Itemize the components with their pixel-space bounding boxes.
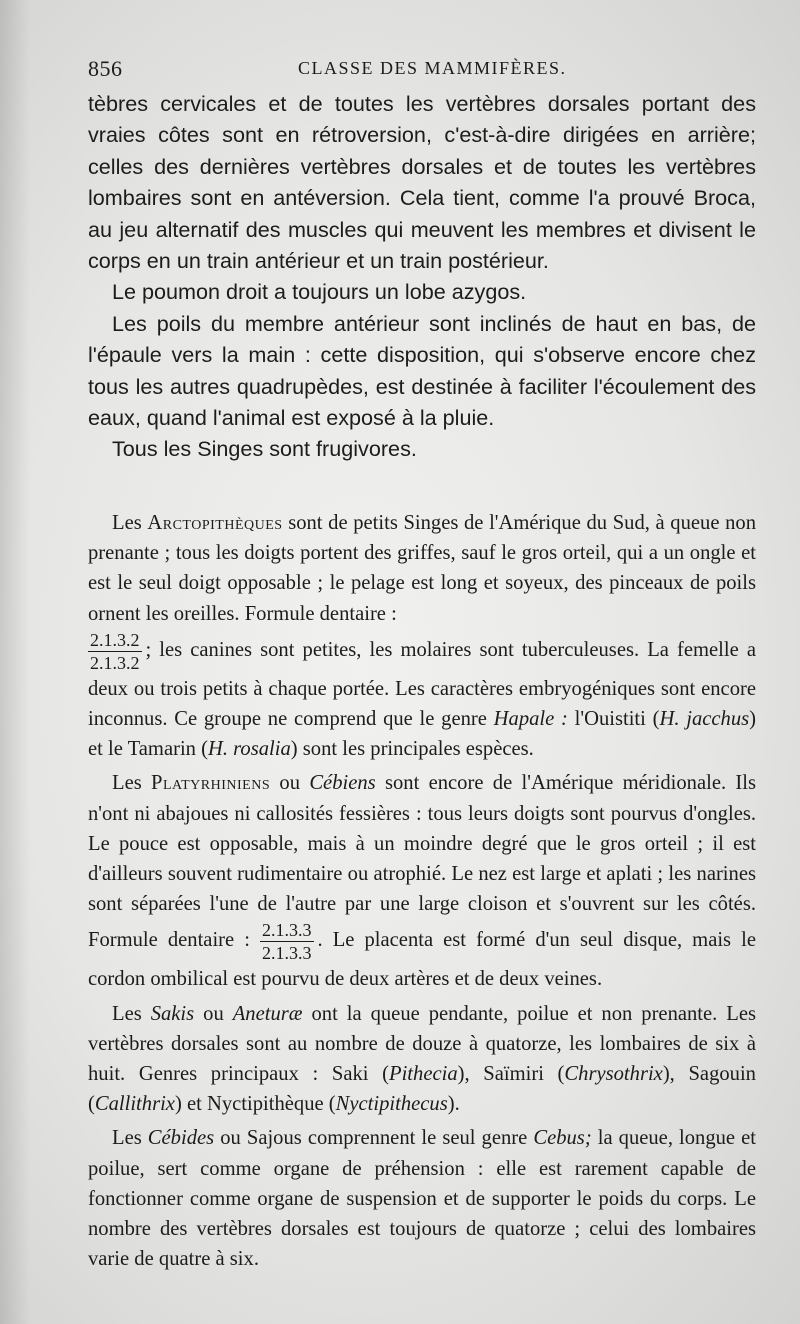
genus-hapale: Hapale : <box>493 708 568 731</box>
running-head: CLASSE DES MAMMIFÈRES. <box>298 58 567 78</box>
paragraph-platyrhiniens: Les Platyrhiniens ou Cébiens sont encore de l'Amérique méridionale. Ils n'ont ni abajoues ni callosités fessières : tous leurs doigts sont pourvus d'ongles. Le pouce est opposable, mais à un moindre degré que le gros orteil ; il est d'ailleurs souvent rudimentaire ou atrophié. Le nez est large et aplati ; les narines sont séparées l'une de l'autre par une large cloison et s'ouvrent sur les côtés. Formule dentaire : $\frac{2.1.3.3}{2.1.3.3}$ . Le placenta est formé d'un seul disque, mais le cordon ombilical est pourvu de deux artères et de deux veines. <box>88 772 757 991</box>
term-platyrhiniens: Platyrhiniens <box>151 772 271 795</box>
dental-formula-arctopitheques: $\frac{2.1.3.2}{2.1.3.2}$ <box>90 629 140 673</box>
term-cebiens: Cébiens <box>309 772 376 795</box>
page-header <box>88 54 752 84</box>
main-text-large <box>88 88 756 465</box>
term-arctopitheques: Arctopithèques <box>147 512 283 534</box>
paragraph-hair: Les poils du membre antérieur sont inclinés de haut en bas, de l'épaule vers la main : cette disposition, qui s'observe encore chez tous les autres quadrupèdes, est destinée à faciliter l'écoulement des eaux, quand l'animal est exposé à la pluie. <box>88 310 756 431</box>
paragraph-sakis: Les Sakis ou Aneturæ ont la queue pendante, poilue et non prenante. Les vertèbres dorsales sont au nombre de douze à quatorze, les lombaires de six à huit. Genres principaux : Saki (Pithecia), Saïmiri (Chrysothrix), Sagouin (Callithrix) et Nyctipithèque (Nyctipithecus). <box>88 1002 757 1116</box>
main-text-small <box>88 508 756 1278</box>
paragraph-arctopitheques: Les Arctopithèques sont de petits Singes de l'Amérique du Sud, à queue non prenante ; tous les doigts portent des griffes, sauf le gros orteil, qui a un ongle et est le seul doigt opposable ; le pelage est long et soyeux, des pinceaux de poils ornent les oreilles. Formule dentaire : $\frac{2.1.3.2}{2.1.3.2}$ ; les canines sont petites, les molaires sont tuberculeuses. La femelle a deux ou trois petits à chaque portée. Les caractères embryogéniques sont encore inconnus. Ce groupe ne comprend que le genre Hapale : l'Ouistiti (H. jacchus) et le Tamarin (H. rosalia) sont les principales espèces. <box>88 512 757 761</box>
dental-formula-platyrhiniens: $\frac{2.1.3.3}{2.1.3.3}$ <box>262 920 312 964</box>
page-number: 856 <box>88 56 123 81</box>
paragraph-lung: Le poumon droit a toujours un lobe azygos. <box>112 279 527 305</box>
paragraph-vertebrae: tèbres cervicales et de toutes les vertèbres dorsales portant des vraies côtes sont en rétroversion, c'est-à-dire dirigées en arrière; celles des dernières vertèbres dorsales et de toutes les vertèbres lombaires sont en antéversion. Cela tient, comme l'a prouvé Broca, au jeu alternatif des muscles qui meuvent les membres et divisent le corps en un train antérieur et un train postérieur. <box>88 91 756 274</box>
paragraph-frugivores: Tous les Singes sont frugivores. <box>112 436 417 462</box>
paragraph-cebides: Les Cébides ou Sajous comprennent le seul genre Cebus; la queue, longue et poilue, sert comme organe de préhension : elle est rarement capable de fonctionner comme organe de suspension et de supporter le poids du corps. Le nombre des vertèbres dorsales est toujours de quatorze ; celui des lombaires varie de quatre à six. <box>88 1127 756 1271</box>
